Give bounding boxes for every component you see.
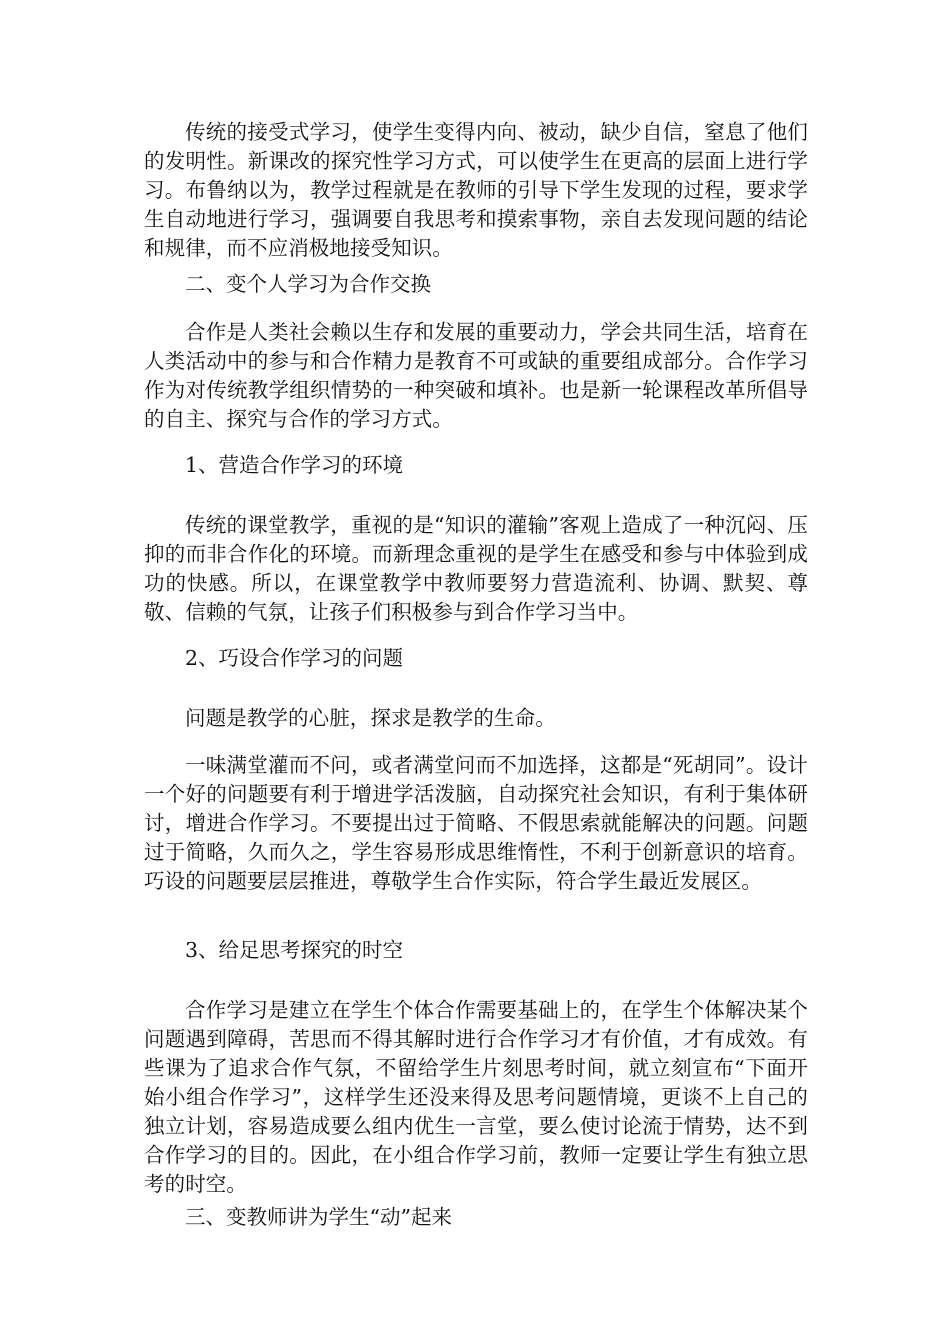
heading-subsection-1: 1、营造合作学习的环境 (185, 453, 404, 477)
heading-section-two: 二、变个人学习为合作交换 (185, 272, 431, 296)
heading-section-three: 三、变教师讲为学生“动”起来 (185, 1205, 452, 1229)
paragraph-receptive-learning: 传统的接受式学习，使学生变得内向、被动，缺少自信，窒息了他们的发明性。新课改的探究性学习方式，可以使学生在更高的层面上进行学习。布鲁纳以为，教学过程就是在教师的引导下学生发现的过程，要求学生自动地进行学习，强调要自我思考和摸索事物，亲自去发现问题的结论和规律，而不应消极地接受知识。 (144, 120, 808, 260)
paragraph-thinking-time: 合作学习是建立在学生个体合作需要基础上的，在学生个体解决某个问题遇到障碍，苦思而不得其解时进行合作学习才有价值，才有成效。有些课为了追求合作气氛，不留给学生片刻思考时间，就立刻宣布“下面开始小组合作学习”，这样学生还没来得及思考问题情境，更谈不上自己的独立计划，容易造成要么组内优生一言堂，要么使讨论流于情势，达不到合作学习的目的。因此，在小组合作学习前，教师一定要让学生有独立思考的时空。 (144, 998, 808, 1196)
paragraph-cooperation: 合作是人类社会赖以生存和发展的重要动力，学会共同生活，培育在人类活动中的参与和合作精力是教育不可或缺的重要组成部分。合作学习作为对传统教学组织情势的一种突破和填补。也是新一轮课程改革所倡导的自主、探究与合作的学习方式。 (144, 320, 808, 431)
paragraph-question-heart: 问题是教学的心脏，探求是教学的生命。 (185, 706, 556, 730)
heading-subsection-2: 2、巧设合作学习的问题 (185, 646, 404, 670)
paragraph-design-questions: 一味满堂灌而不问，或者满堂问而不加选择，这都是“死胡同”。设计一个好的问题要有利于增进学活泼脑，自动探究社会知识，有利于集体研讨，增进合作学习。不要提出过于简略、不假思索就能解决的问题。问题过于简略，久而久之，学生容易形成思维惰性，不利于创新意识的培育。巧设的问题要层层推进，尊敬学生合作实际，符合学生最近发展区。 (144, 753, 808, 893)
heading-subsection-3: 3、给足思考探究的时空 (185, 938, 404, 962)
paragraph-classroom-environment: 传统的课堂教学，重视的是“知识的灌输”客观上造成了一种沉闷、压抑的而非合作化的环境。而新理念重视的是学生在感受和参与中体验到成功的快感。所以，在课堂教学中教师要努力营造流利、协调、默契、尊敬、信赖的气氛，让孩子们积极参与到合作学习当中。 (144, 513, 808, 624)
